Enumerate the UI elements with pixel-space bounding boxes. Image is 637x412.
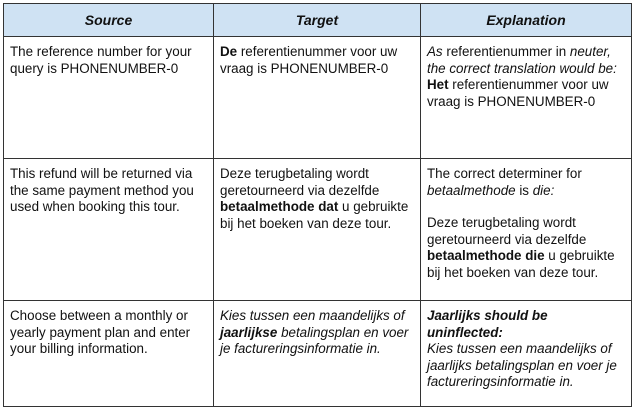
header-row [4,4,632,37]
target-text: Deze terugbetaling wordt geretourneerd via dezelfde [220,166,380,198]
explanation-text: u gebruikte bij het boeken van deze tour. [427,248,615,280]
explanation-cell [421,301,632,407]
target-cell [214,159,421,301]
explanation-text: neuter, the correct translation would be: [427,44,617,76]
explanation-cell [421,159,632,301]
explanation-text: referentienummer in [442,44,570,59]
table-row [4,37,632,159]
explanation-text: As [427,44,443,59]
correction-phrase: betaalmethode die [427,248,545,263]
source-cell: Choose between a monthly or yearly payment plan and enter your billing information. [4,301,214,407]
table-row [4,301,632,407]
translation-table [3,3,632,407]
target-text: betalingsplan en voer je factureringsinformatie in. [220,324,409,356]
target-error-word: jaarlijkse [220,324,278,340]
explanation-text: The correct determiner for [427,166,582,181]
explanation-cell [421,37,632,159]
header-target: Target [214,4,421,37]
explanation-text: Deze terugbetaling wordt geretourneerd via dezelfde [427,215,587,247]
target-error-phrase: betaalmethode dat [220,199,339,214]
source-cell: The reference number for your query is PHONENUMBER-0 [4,37,214,159]
explanation-heading: Jaarlijks should be uninflected: [427,308,548,340]
source-cell: This refund will be returned via the same payment method you used when booking this tour. [4,159,214,301]
explanation-text: is [515,182,533,198]
target-cell [214,301,421,407]
explanation-text: referentienummer voor uw vraag is PHONENUMBER-0 [427,77,609,109]
correction-word: Het [427,77,449,92]
header-explanation: Explanation [421,4,632,37]
explanation-text: die: [532,182,555,198]
explanation-text: Kies tussen een maandelijks of jaarlijks betalingsplan en voer je factureringsinformatie in. [427,341,617,389]
table-row [4,159,632,301]
target-text: Kies tussen een maandelijks of [220,308,405,323]
target-cell [214,37,421,159]
target-text: referentienummer voor uw vraag is PHONENUMBER-0 [220,44,398,76]
target-error-word: De [220,44,238,59]
header-source: Source [4,4,214,37]
target-text: u gebruikte bij het boeken van deze tour. [220,199,409,231]
explanation-text: betaalmethode [427,182,516,198]
